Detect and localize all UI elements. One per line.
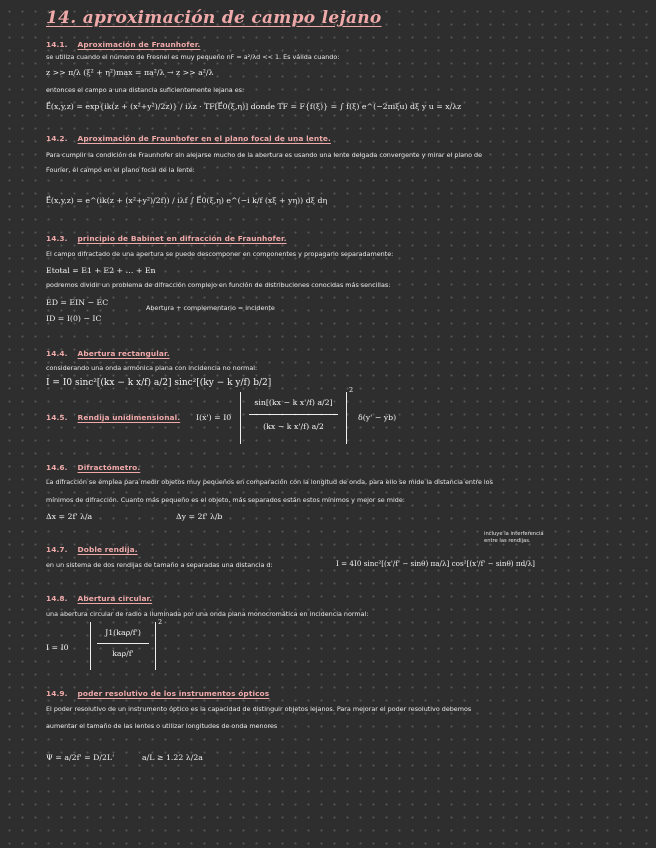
equation-airy-denominator: kaρ/f' [112, 649, 134, 658]
section-number: 14.8. [46, 594, 68, 603]
equation-babinet-field: ED = EIN − EC [46, 298, 109, 307]
fraction-bar [97, 643, 149, 644]
section-number: 14.5. [46, 413, 68, 422]
section-label: poder resolutivo de los instrumentos ópticos [77, 689, 270, 698]
body-text: considerando una onda armónica plana con incidencia no normal: [46, 364, 258, 372]
equation-slit-lhs: I(x') = I0 [196, 413, 232, 422]
equation-fraunhofer-condition: z >> π/λ (ξ² + η²)max = πa²/λ → z >> a²/λ [46, 68, 214, 77]
equation-resolving-criterion: a/L ≥ 1.22 λ/2a [142, 753, 203, 762]
section-heading-14-8 [46, 594, 152, 603]
section-number: 14.6. [46, 463, 68, 472]
section-heading-14-4 [46, 349, 170, 358]
body-text: aumentar el tamaño de las lentes o utilizar longitudes de onda menores [46, 722, 278, 730]
section-number: 14.9. [46, 689, 68, 698]
section-label: Rendija unidimensional. [77, 413, 181, 422]
equation-airy-numerator: J1(kaρ/f') [105, 628, 141, 637]
equation-resolving-angle: Ψ = a/2f' = D/2L' [46, 753, 115, 762]
equation-airy-lhs: I = I0 [46, 643, 69, 652]
note-line: entre las rendijas. [484, 538, 531, 544]
equation-focal-plane: E⃗(x,y,z) = e^(ik(z + (x²+y²)/2f)) / iλf ∫ E⃗0(ξ,η) e^(−i k/f (xξ + yη)) dξ dη [46, 196, 328, 205]
equation-diffractometer-x: Δx = 2f' λ/a [46, 512, 93, 521]
section-number: 14.3. [46, 234, 68, 243]
equation-double-slit: I = 4I0 sinc²[(x'/f' − sinθ) πa/λ] cos²[(x'/f' − sinθ) πd/λ] [336, 559, 535, 568]
section-label: Aproximación de Fraunhofer. [77, 40, 201, 49]
equation-slit-bracket [240, 392, 347, 444]
body-text: entonces el campo a una distancia suficientemente lejana es: [46, 86, 245, 94]
equation-airy-exponent: 2 [158, 618, 163, 626]
section-label: Aproximación de Fraunhofer en el plano focal de una lente. [77, 134, 331, 143]
body-text: El poder resolutivo de un instrumento óptico es la capacidad de distinguir objetos lejanos. Para mejorar el poder resolutivo debemos [46, 705, 472, 713]
section-number: 14.2. [46, 134, 68, 143]
section-label: Abertura rectangular. [77, 349, 170, 358]
equation-slit-exponent: 2 [349, 386, 354, 394]
interference-note [484, 531, 544, 545]
equation-babinet-intensity: ID = I(0) − IC [46, 314, 102, 323]
equation-diffractometer-y: Δy = 2f' λ/b [176, 512, 223, 521]
section-heading-14-9 [46, 689, 269, 698]
page-title: 14. aproximación de campo lejano [46, 8, 382, 28]
body-text: una abertura circular de radio a iluminada por una onda plana monocromática en incidencia normal: [46, 610, 369, 618]
equation-far-field: E⃗(x,y,z) = exp{ik(z + (x²+y²)/2z)} / iλz · TF[E⃗0(ξ,η)] donde TF = F{f(ξ)} = ∫ f(ξ) e^(−2πiξu) dξ y u = x/λz [46, 102, 462, 111]
equation-slit-numerator: sin[(kx − k x'/f) a/2] [254, 398, 333, 407]
section-label: Difractómetro. [77, 463, 141, 472]
body-text: mínimos de difracción. Cuanto más pequeño es el objeto, más separados están estos mínimos y mejor se mide: [46, 496, 405, 504]
section-heading-14-2 [46, 134, 331, 143]
equation-airy-bracket [90, 622, 156, 670]
section-heading-14-5 [46, 413, 180, 422]
equation-slit-denominator: (kx − k x'/f) a/2 [263, 422, 324, 431]
equation-slit-delta: δ(y' − yb) [358, 413, 397, 422]
section-heading-14-6 [46, 463, 140, 472]
section-heading-14-3 [46, 234, 287, 243]
body-text: en un sistema de dos rendijas de tamaño a separadas una distancia d: [46, 561, 273, 569]
section-heading-14-7 [46, 545, 138, 554]
note-line: incluye la interferencia [484, 531, 544, 537]
body-text: Fourier, el campo en el plano focal de la lente: [46, 166, 195, 174]
babinet-note: Abertura + complementario = incidente [146, 304, 275, 312]
section-number: 14.7. [46, 545, 68, 554]
equation-total-field: Etotal = E1 + E2 + … + En [46, 266, 156, 275]
equation-rectangular-aperture: I = I0 sinc²[(kx − k x/f) a/2] sinc²[(ky − k y/f) b/2] [46, 378, 272, 388]
section-heading-14-1 [46, 40, 200, 49]
body-text: se utiliza cuando el número de Fresnel es muy pequeño nF = a²/λd << 1. Es válida cuando: [46, 53, 340, 61]
body-text: podremos dividir un problema de difracción complejo en función de distribuciones conocidas más sencillas: [46, 281, 391, 289]
section-number: 14.1. [46, 40, 68, 49]
section-label: Abertura circular. [77, 594, 153, 603]
fraction-bar [249, 414, 338, 415]
section-number: 14.4. [46, 349, 68, 358]
section-label: principio de Babinet en difracción de Fraunhofer. [77, 234, 287, 243]
body-text: La difracción se emplea para medir objetos muy pequeños en comparación con la longitud de onda, para ello se mide la distancia entre los [46, 478, 493, 486]
body-text: Para cumplir la condición de Fraunhofer sin alejarse mucho de la abertura es usando una lente delgada convergente y mirar el plano de [46, 151, 483, 159]
section-label: Doble rendija. [77, 545, 138, 554]
body-text: El campo difractado de una apertura se puede descomponer en componentes y propagarlo separadamente: [46, 250, 394, 258]
